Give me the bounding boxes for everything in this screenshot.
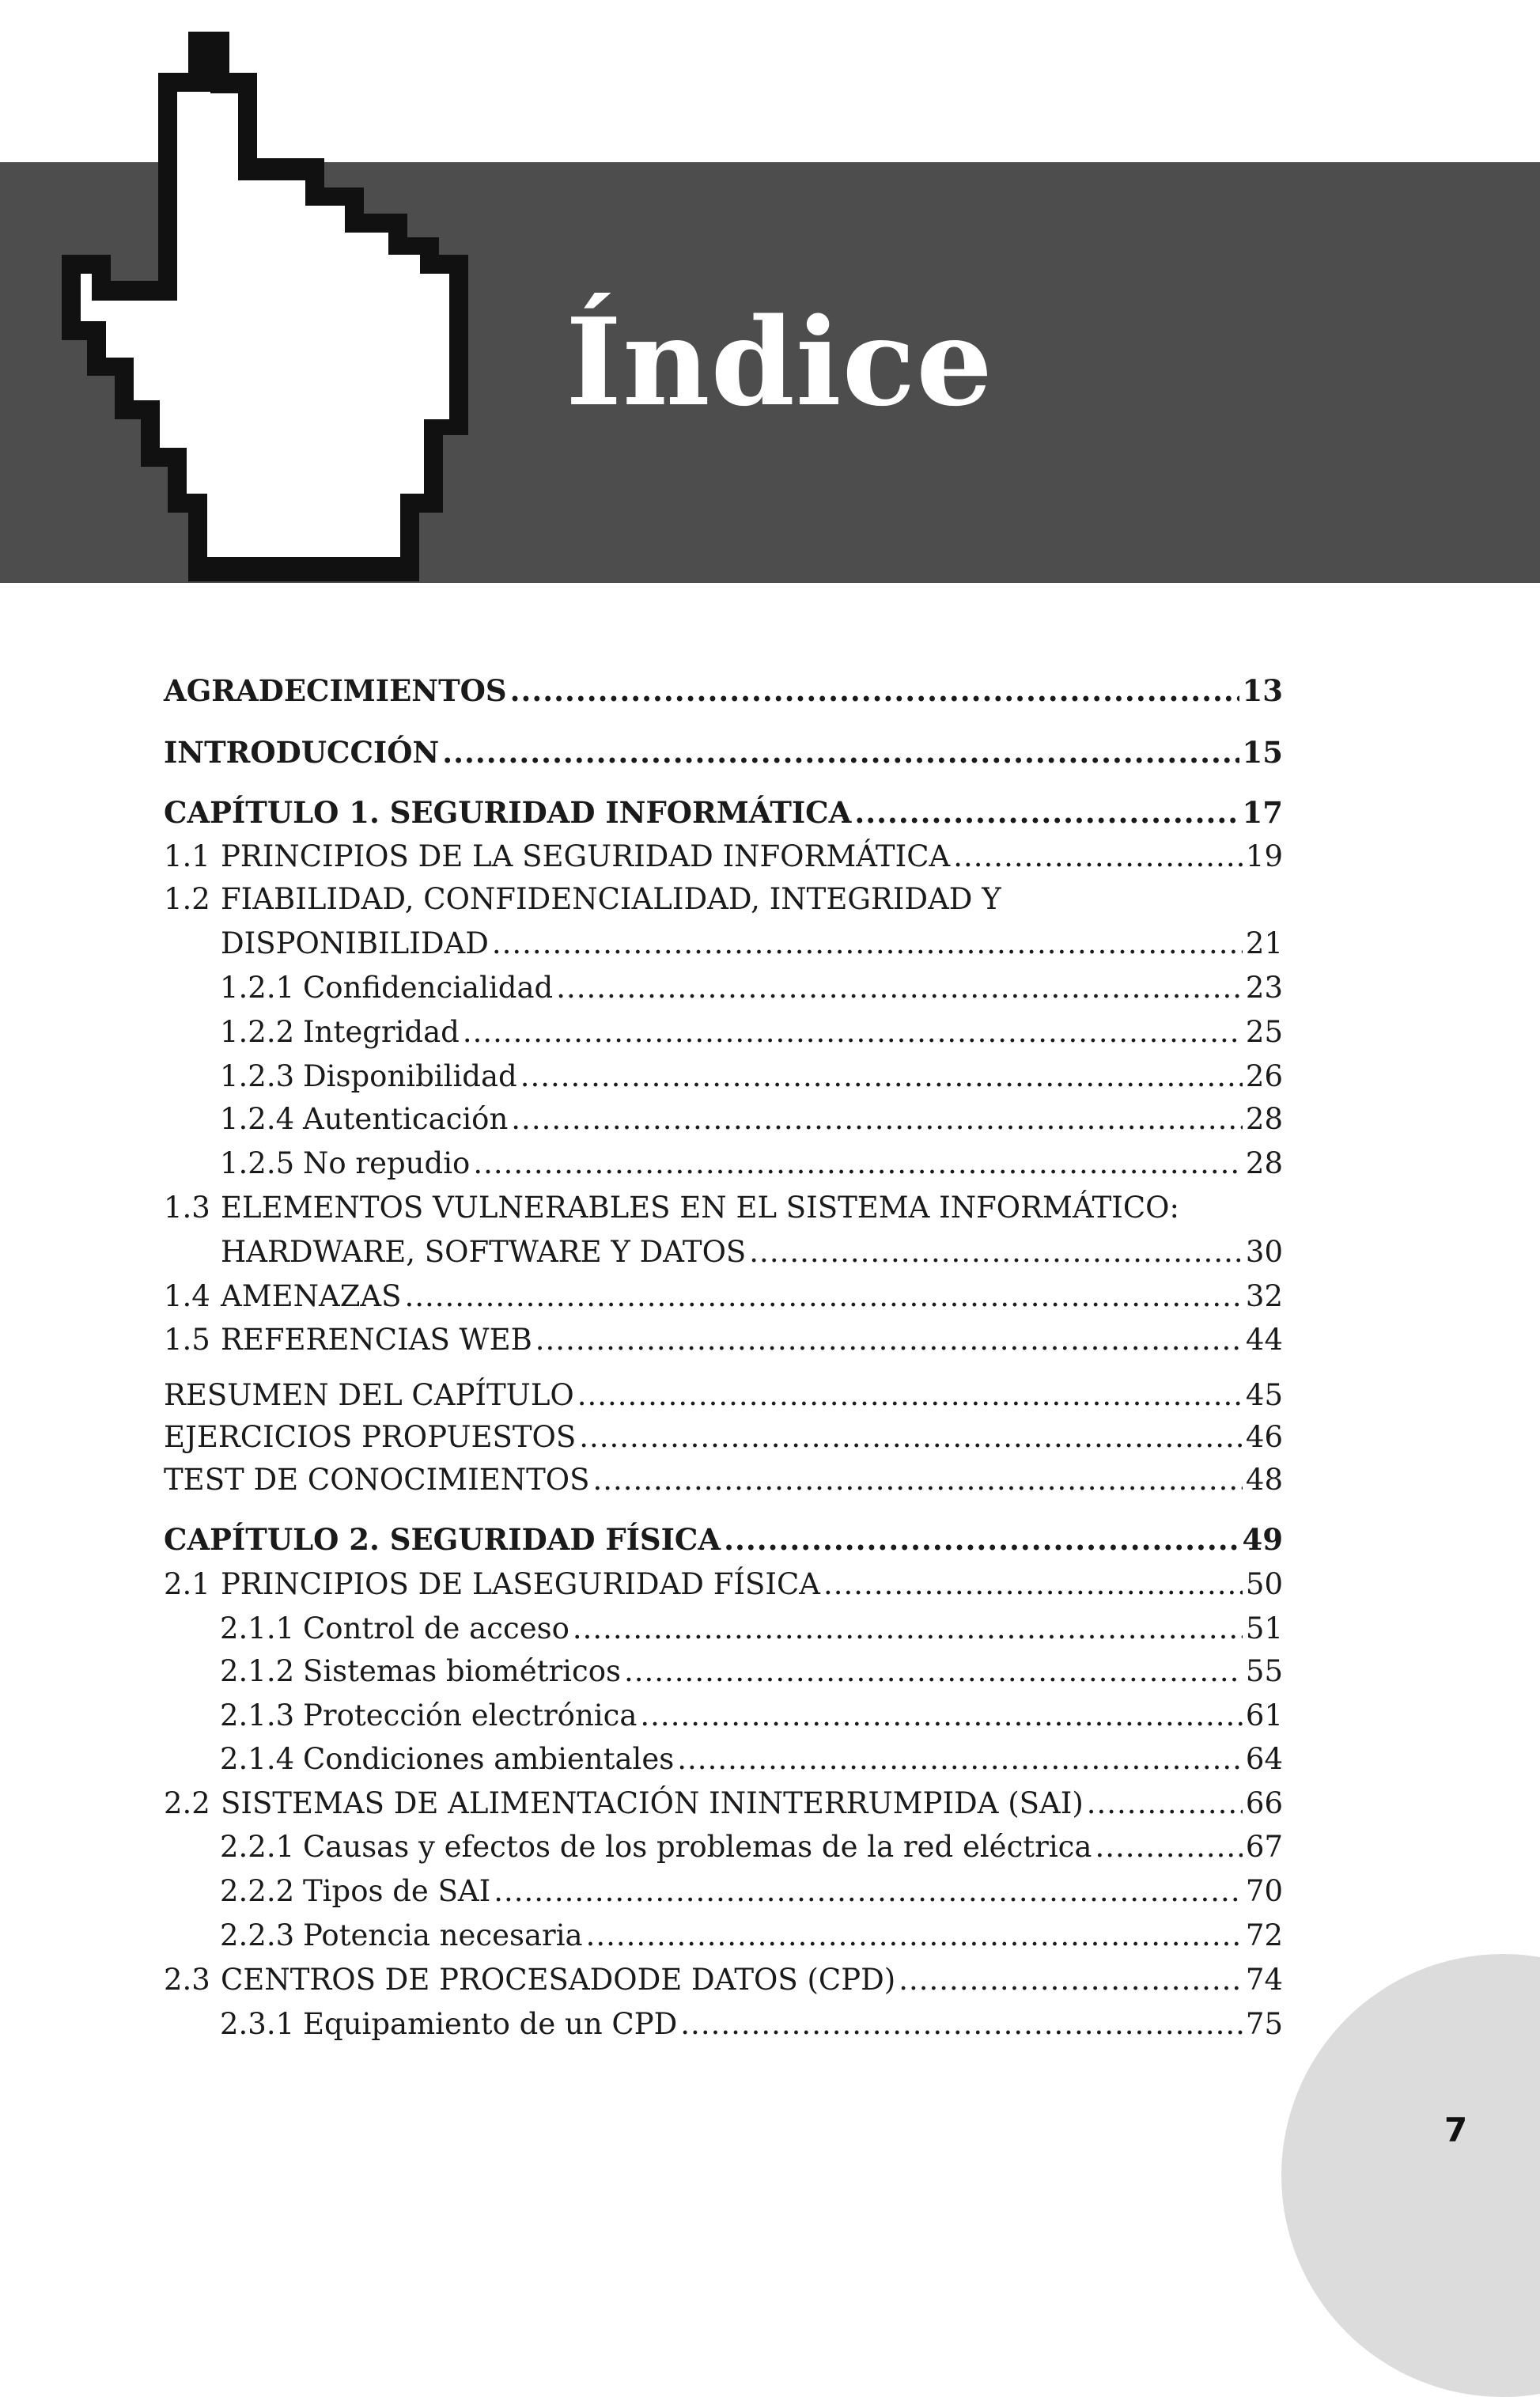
toc-leader-dots [680,2009,1243,2039]
toc-leader-dots [473,1149,1243,1178]
toc-entry-page: 46 [1245,1420,1283,1454]
toc-entry-number: 1.2 [164,882,210,916]
toc-entry-label: Equipamiento de un CPD [303,2007,678,2041]
toc-leader-dots [592,1465,1242,1494]
toc-entry-number: 2.2.3 [220,1918,295,1952]
toc-entry[interactable] [164,884,1283,914]
toc-entry-label: Confidencialidad [303,971,554,1005]
toc-leader-dots [640,1701,1243,1730]
toc-entry[interactable] [164,1522,1283,1557]
toc-entry-number: 1.5 [164,1323,210,1357]
toc-leader-dots [823,1570,1243,1599]
toc-entry-page: 32 [1245,1279,1283,1313]
toc-entry-page: 15 [1242,735,1283,770]
toc-entry-page: 55 [1245,1654,1283,1688]
toc-entry-page: 23 [1245,971,1283,1005]
toc-entry[interactable] [220,1017,1283,1047]
toc-entry-label-continuation: DISPONIBILIDAD [221,926,489,960]
toc-leader-dots [405,1282,1243,1311]
toc-entry-number: 1.2.2 [220,1015,295,1049]
toc-entry-number: 1.2.1 [220,971,295,1005]
toc-leader-dots [442,738,1239,767]
toc-entry-page: 13 [1242,673,1283,708]
toc-entry-number: 2.1.4 [220,1742,295,1776]
toc-entry-label: Control de acceso [303,1611,569,1645]
toc-entry-label: Autenticación [303,1102,509,1136]
toc-leader-dots [510,676,1239,706]
toc-entry-label: CENTROS DE PROCESADODE DATOS (CPD) [221,1963,896,1997]
toc-entry-page: 70 [1245,1874,1283,1908]
toc-entry[interactable] [220,1830,1283,1864]
toc-entry-label: INTRODUCCIÓN [164,735,440,770]
toc-entry-label: PRINCIPIOS DE LA SEGURIDAD INFORMÁTICA [221,839,951,873]
toc-entry-page: 26 [1245,1059,1283,1093]
toc-leader-dots [749,1237,1243,1267]
toc-entry[interactable] [164,735,1283,770]
toc-entry-number: 1.1 [164,839,210,873]
toc-entry-number: 1.2.3 [220,1059,295,1093]
toc-leader-dots [677,1744,1243,1774]
toc-entry-page: 30 [1245,1235,1283,1269]
toc-entry[interactable] [220,2009,1283,2039]
hand-cursor-icon [0,0,490,585]
toc-leader-dots [494,1876,1243,1906]
toc-entry-page: 66 [1245,1786,1283,1820]
toc-entry-page: 74 [1245,1963,1283,1997]
toc-entry[interactable] [220,1146,1283,1180]
toc-entry-number: 2.1.3 [220,1698,295,1732]
toc-entry-label: Condiciones ambientales [303,1742,675,1776]
toc-entry-page: 64 [1245,1742,1283,1776]
toc-entry-number: 1.2.5 [220,1146,295,1180]
toc-leader-dots [624,1657,1243,1686]
toc-entry-label: AGRADECIMIENTOS [164,673,507,708]
toc-entry-label: Tipos de SAI [303,1874,491,1908]
toc-entry-number: 2.1 [164,1567,210,1601]
toc-entry-page: 21 [1245,926,1283,960]
toc-entry[interactable] [220,1611,1283,1645]
toc-leader-dots [579,1422,1243,1452]
toc-entry[interactable] [164,1463,1283,1497]
toc-leader-dots [511,1104,1243,1134]
toc-entry-number: 2.1.1 [220,1611,295,1645]
toc-entry-continuation[interactable] [221,1237,1283,1267]
toc-entry-page: 45 [1245,1378,1283,1412]
toc-entry-number: 2.2.1 [220,1830,295,1864]
toc-entry-label: REFERENCIAS WEB [221,1323,532,1357]
toc-entry-page: 67 [1245,1830,1283,1864]
toc-entry-page: 50 [1245,1567,1283,1601]
toc-entry-label: FIABILIDAD, CONFIDENCIALIDAD, INTEGRIDAD Y [221,882,1001,916]
toc-entry-page: 28 [1245,1146,1283,1180]
toc-entry[interactable] [220,1654,1283,1688]
toc-leader-dots [577,1380,1243,1410]
toc-entry-label: Protección electrónica [303,1698,638,1732]
toc-leader-dots [573,1614,1243,1643]
toc-entry[interactable] [164,673,1283,708]
toc-entry[interactable] [164,1380,1283,1410]
toc-entry[interactable] [164,1323,1283,1357]
toc-entry[interactable] [220,1876,1283,1906]
toc-leader-dots [556,973,1243,1002]
page-number: 7 [1444,2111,1468,2149]
toc-entry[interactable] [164,1422,1283,1452]
toc-entry-label: CAPÍTULO 2. SEGURIDAD FÍSICA [164,1522,721,1557]
toc-entry-page: 72 [1245,1918,1283,1952]
toc-entry-page: 19 [1245,839,1283,873]
toc-entry[interactable] [164,1567,1283,1601]
toc-entry-number: 2.3 [164,1963,210,1997]
toc-entry[interactable] [220,1104,1283,1134]
toc-leader-dots [1087,1789,1243,1818]
toc-entry[interactable] [220,1698,1283,1732]
toc-entry-number: 2.1.2 [220,1654,295,1688]
toc-entry-label: Disponibilidad [303,1059,517,1093]
toc-entry-number: 1.4 [164,1279,210,1313]
toc-entry-number: 1.2.4 [220,1102,295,1136]
toc-entry[interactable] [220,971,1283,1005]
toc-entry[interactable] [220,1744,1283,1774]
toc-entry-label: RESUMEN DEL CAPÍTULO [164,1378,574,1412]
toc-entry-label: ELEMENTOS VULNERABLES EN EL SISTEMA INFORMÁTICO: [221,1191,1179,1225]
toc-entry-label: Sistemas biométricos [303,1654,621,1688]
toc-leader-dots [1095,1832,1242,1861]
toc-entry-number: 2.2.2 [220,1874,295,1908]
toc-entry-label: AMENAZAS [221,1279,402,1313]
toc-leader-dots [463,1017,1243,1047]
toc-entry-label: Integridad [303,1015,460,1049]
toc-entry-page: 75 [1245,2007,1283,2041]
toc-entry-label: EJERCICIOS PROPUESTOS [164,1420,577,1454]
toc-entry[interactable] [164,1963,1283,1997]
toc-entry[interactable] [220,1918,1283,1952]
toc-leader-dots [520,1062,1243,1091]
page-number-circle [1281,1954,1540,2397]
toc-leader-dots [535,1325,1243,1354]
toc-entry-page: 25 [1245,1015,1283,1049]
toc-entry-page: 48 [1245,1463,1283,1497]
toc-entry[interactable] [164,1279,1283,1313]
toc-entry[interactable] [164,1191,1283,1225]
toc-entry[interactable] [164,839,1283,873]
toc-entry-label: SISTEMAS DE ALIMENTACIÓN ININTERRUMPIDA (SAI) [221,1786,1084,1820]
toc-entry[interactable] [164,795,1283,830]
toc-leader-dots [492,929,1243,958]
toc-leader-dots [586,1921,1243,1950]
toc-entry-continuation[interactable] [221,926,1283,960]
toc-entry-label: Causas y efectos de los problemas de la red eléctrica [303,1830,1092,1864]
toc-entry-number: 1.3 [164,1191,210,1225]
toc-entry[interactable] [220,1059,1283,1093]
toc-entry-page: 17 [1242,795,1283,830]
toc-entry-page: 44 [1245,1323,1283,1357]
toc-entry-label: PRINCIPIOS DE LASEGURIDAD FÍSICA [221,1567,821,1601]
page-title: Índice [566,291,993,433]
toc-leader-dots [953,842,1243,871]
toc-entry-page: 49 [1242,1522,1283,1557]
toc-entry-number: 2.3.1 [220,2007,295,2041]
toc-entry-number: 2.2 [164,1786,210,1820]
toc-entry-label: No repudio [303,1146,471,1180]
toc-leader-dots [854,798,1239,827]
toc-leader-dots [899,1965,1243,1994]
toc-entry-page: 51 [1245,1611,1283,1645]
toc-entry-page: 61 [1245,1698,1283,1732]
toc-entry-label-continuation: HARDWARE, SOFTWARE Y DATOS [221,1235,747,1269]
toc-entry-page: 28 [1245,1102,1283,1136]
toc-entry[interactable] [164,1786,1283,1820]
toc-leader-dots [724,1525,1239,1554]
toc-entry-label: CAPÍTULO 1. SEGURIDAD INFORMÁTICA [164,795,852,830]
toc-entry-label: Potencia necesaria [303,1918,583,1952]
toc-entry-label: TEST DE CONOCIMIENTOS [164,1463,590,1497]
